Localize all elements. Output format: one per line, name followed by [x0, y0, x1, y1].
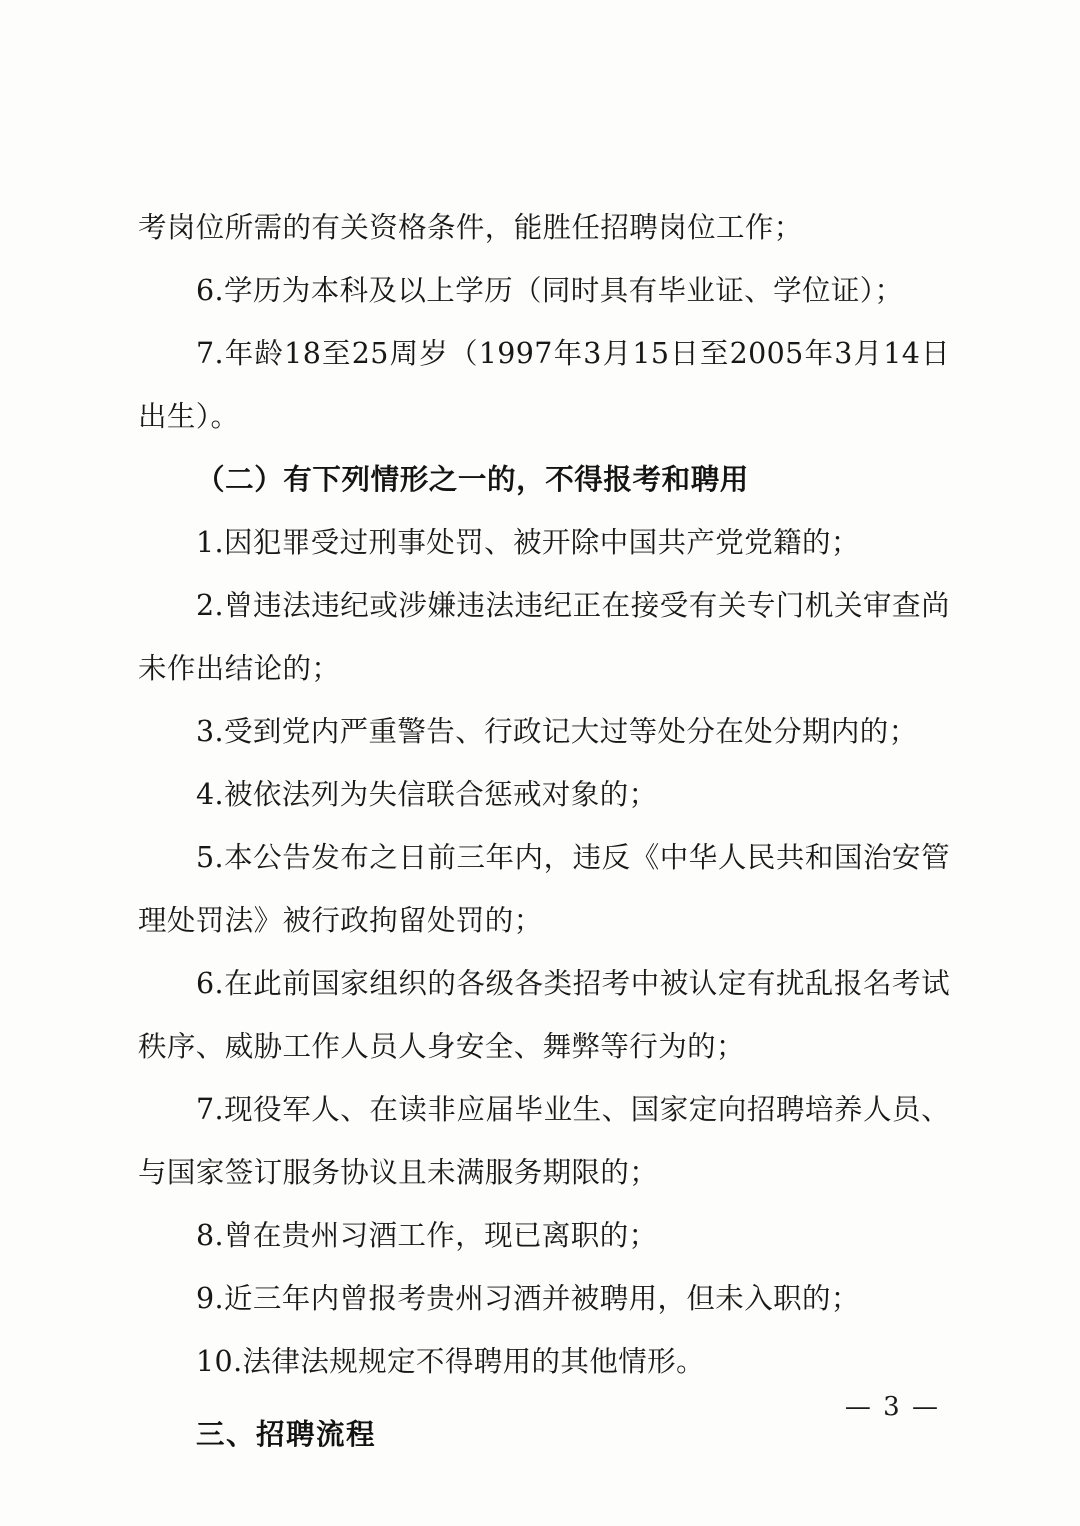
- section-subheading-disqualification: （二）有下列情形之一的，不得报考和聘用: [196, 462, 749, 496]
- list-item-disqualification-5: 5.本公告发布之日前三年内，违反《中华人民共和国治安管理处罚法》被行政拘留处罚的；: [138, 841, 950, 937]
- list-item-disqualification-3: 3.受到党内严重警告、行政记大过等处分在处分期内的；: [196, 715, 918, 748]
- list-item-disqualification-2: 2.曾违法违纪或涉嫌违法违纪正在接受有关专门机关审查尚未作出结论的；: [138, 589, 950, 685]
- list-item-disqualification-9: 9.近三年内曾报考贵州习酒并被聘用，但未入职的；: [196, 1282, 860, 1315]
- paragraph-continuation: 考岗位所需的有关资格条件，能胜任招聘岗位工作；: [138, 211, 803, 244]
- list-item-disqualification-6: 6.在此前国家组织的各级各类招考中被认定有扰乱报名考试秩序、威胁工作人员人身安全、舞弊等行为的；: [138, 967, 950, 1063]
- list-item-qualification-6: 6.学历为本科及以上学历（同时具有毕业证、学位证）；: [196, 274, 904, 307]
- list-item-disqualification-4: 4.被依法列为失信联合惩戒对象的；: [196, 778, 658, 811]
- list-item-disqualification-1: 1.因犯罪受过刑事处罚、被开除中国共产党党籍的；: [196, 526, 860, 559]
- page-number: — 3 —: [844, 1392, 940, 1422]
- list-item-qualification-7: 7.年龄18至25周岁（1997年3月15日至2005年3月14日出生）。: [138, 337, 950, 433]
- document-text-body: [138, 196, 950, 1466]
- list-item-disqualification-7: 7.现役军人、在读非应届毕业生、国家定向招聘培养人员、与国家签订服务协议且未满服务期限的；: [138, 1093, 950, 1189]
- list-item-disqualification-8: 8.曾在贵州习酒工作，现已离职的；: [196, 1219, 658, 1252]
- list-item-disqualification-10: 10.法律法规规定不得聘用的其他情形。: [196, 1345, 705, 1378]
- section-heading-recruitment-process: 三、招聘流程: [196, 1417, 377, 1451]
